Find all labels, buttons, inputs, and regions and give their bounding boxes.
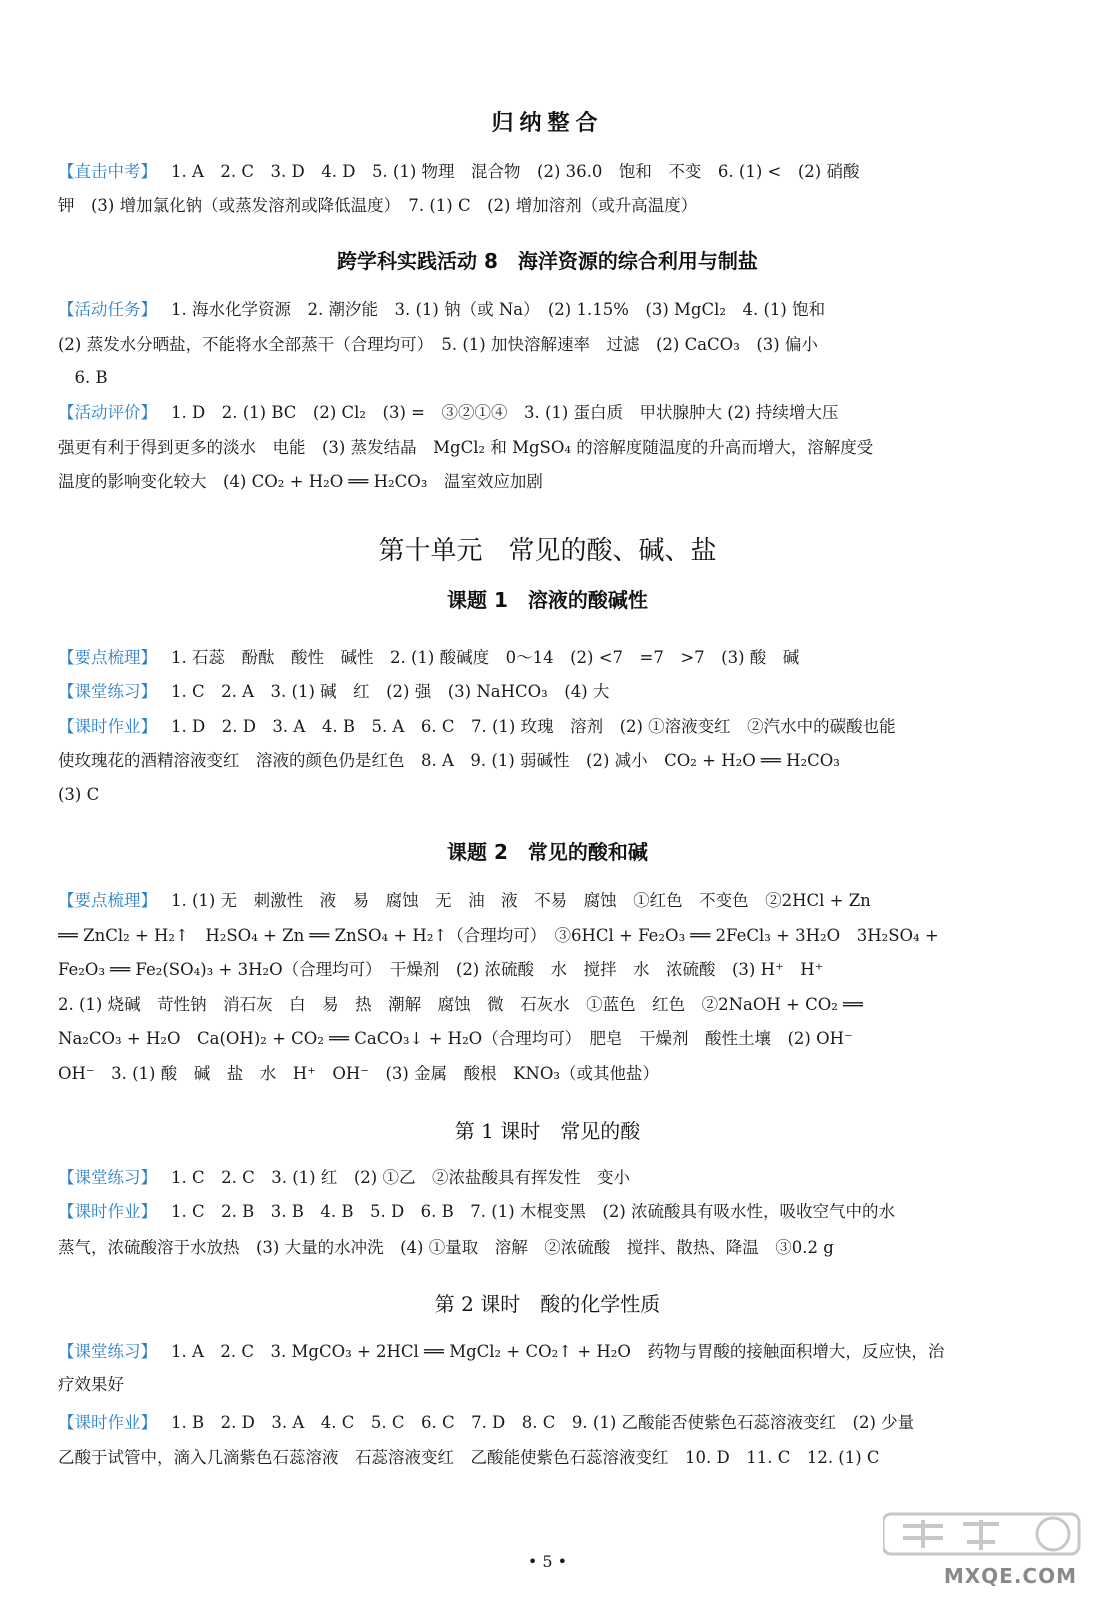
answer-line xyxy=(58,783,1043,807)
answer-line xyxy=(58,1062,1043,1086)
answer-text: 2. (1) 烧碱 苛性钠 消石灰 白 易 热 潮解 腐蚀 微 石灰水 ①蓝色 红色 ②2NaOH + CO₂ ══ xyxy=(58,995,863,1014)
answer-line xyxy=(58,680,1043,704)
answer-line xyxy=(58,924,1043,948)
answer-text: 1. 石蕊 酚酞 酸性 碱性 2. (1) 酸碱度 0～14 (2) <7 =7 >7 (3) 酸 碱 xyxy=(171,648,800,667)
answer-text: (3) C xyxy=(58,785,100,804)
answer-line xyxy=(58,1166,1043,1190)
answer-text: 6. B xyxy=(58,368,108,387)
answer-label: 【课时作业】 xyxy=(58,1413,157,1432)
answer-label: 【课堂练习】 xyxy=(58,1168,157,1187)
answer-text: 乙酸于试管中，滴入几滴紫色石蕊溶液 石蕊溶液变红 乙酸能使紫色石蕊溶液变红 10. D 11. C 12. (1) C xyxy=(58,1448,880,1467)
answer-line xyxy=(58,1373,1043,1397)
answer-line xyxy=(58,298,1043,322)
section-heading-practice-activity: 跨学科实践活动 8 海洋资源的综合利用与制盐 xyxy=(337,249,758,273)
answer-text: 1. B 2. D 3. A 4. C 5. C 6. C 7. D 8. C 9. (1) 乙酸能否使紫色石蕊溶液变红 (2) 少量 xyxy=(171,1413,915,1432)
answer-line xyxy=(58,993,1043,1017)
answer-text: (2) 蒸发水分晒盐，不能将水全部蒸干（合理均可） 5. (1) 加快溶解速率 过滤 (2) CaCO₃ (3) 偏小 xyxy=(58,335,818,354)
lesson-heading-1: 课题 1 溶液的酸碱性 xyxy=(447,588,648,612)
answer-text: 1. D 2. D 3. A 4. B 5. A 6. C 7. (1) 玫瑰 溶剂 (2) ①溶液变红 ②汽水中的碳酸也能 xyxy=(171,717,896,736)
answer-text: 温度的影响变化较大 (4) CO₂ + H₂O ══ H₂CO₃ 温室效应加剧 xyxy=(58,472,543,491)
answer-line xyxy=(58,436,1043,460)
answer-line xyxy=(58,366,1043,390)
answer-label: 【要点梳理】 xyxy=(58,891,157,910)
answer-line xyxy=(58,333,1043,357)
answer-text: Fe₂O₃ ══ Fe₂(SO₄)₃ + 3H₂O（合理均可） 干燥剂 (2) 浓硫酸 水 搅拌 水 浓硫酸 (3) H⁺ H⁺ xyxy=(58,960,824,979)
answer-line xyxy=(58,715,1043,739)
answer-text: 1. C 2. B 3. B 4. B 5. D 6. B 7. (1) 木棍变黑 (2) 浓硫酸具有吸水性，吸收空气中的水 xyxy=(171,1202,896,1221)
answer-line xyxy=(58,194,1043,218)
answer-text: 疗效果好 xyxy=(58,1375,124,1394)
lesson-heading-2: 课题 2 常见的酸和碱 xyxy=(447,840,648,864)
answer-text: 1. (1) 无 刺激性 液 易 腐蚀 无 油 液 不易 腐蚀 ①红色 不变色 ②2HCl + Zn xyxy=(171,891,871,910)
answer-label: 【活动任务】 xyxy=(58,300,157,319)
answer-label: 【活动评价】 xyxy=(58,403,157,422)
answer-line xyxy=(58,401,1043,425)
answer-text: 钾 (3) 增加氯化钠（或蒸发溶剂或降低温度） 7. (1) C (2) 增加溶剂（或升高温度） xyxy=(58,196,698,215)
class-period-heading-2: 第 2 课时 酸的化学性质 xyxy=(434,1292,661,1316)
answer-line xyxy=(58,160,1043,184)
class-period-heading-1: 第 1 课时 常见的酸 xyxy=(454,1119,641,1143)
answer-label: 【课时作业】 xyxy=(58,717,157,736)
answer-text: 1. A 2. C 3. D 4. D 5. (1) 物理 混合物 (2) 36.0 饱和 不变 6. (1) < (2) 硝酸 xyxy=(171,162,860,181)
section-heading-summary: 归纳整合 xyxy=(491,111,604,136)
answer-label: 【课时作业】 xyxy=(58,1202,157,1221)
answer-line xyxy=(58,1340,1043,1364)
answer-text: 1. D 2. (1) BC (2) Cl₂ (3) = ③②①④ 3. (1) 蛋白质 甲状腺肿大 (2) 持续增大压 xyxy=(171,403,839,422)
answer-label: 【课堂练习】 xyxy=(58,682,157,701)
answer-text: 蒸气，浓硫酸溶于水放热 (3) 大量的水冲洗 (4) ①量取 溶解 ②浓硫酸 搅拌、散热、降温 ③0.2 g xyxy=(58,1238,834,1257)
answer-line xyxy=(58,1411,1043,1435)
answer-text: OH⁻ 3. (1) 酸 碱 盐 水 H⁺ OH⁻ (3) 金属 酸根 KNO₃（或其他盐） xyxy=(58,1064,659,1083)
unit-title: 第十单元 常见的酸、碱、盐 xyxy=(378,536,717,566)
answer-text: 使玫瑰花的酒精溶液变红 溶液的颜色仍是红色 8. A 9. (1) 弱碱性 (2) 减小 CO₂ + H₂O ══ H₂CO₃ xyxy=(58,751,840,770)
answer-line xyxy=(58,889,1043,913)
answer-label: 【要点梳理】 xyxy=(58,648,157,667)
watermark-url: MXQE.COM xyxy=(943,1564,1077,1588)
answer-line xyxy=(58,470,1043,494)
answer-line xyxy=(58,958,1043,982)
answer-text: 1. 海水化学资源 2. 潮汐能 3. (1) 钠（或 Na） (2) 1.15% (3) MgCl₂ 4. (1) 饱和 xyxy=(171,300,826,319)
answer-text: ══ ZnCl₂ + H₂↑ H₂SO₄ + Zn ══ ZnSO₄ + H₂↑（合理均可） ③6HCl + Fe₂O₃ ══ 2FeCl₃ + 3H₂O 3H₂SO₄ + xyxy=(58,926,939,945)
answer-line xyxy=(58,749,1043,773)
answer-label: 【直击中考】 xyxy=(58,162,157,181)
answer-line xyxy=(58,1236,1043,1260)
answer-text: 1. A 2. C 3. MgCO₃ + 2HCl ══ MgCl₂ + CO₂↑ + H₂O 药物与胃酸的接触面积增大，反应快，治 xyxy=(171,1342,945,1361)
answer-text: Na₂CO₃ + H₂O Ca(OH)₂ + CO₂ ══ CaCO₃↓ + H₂O（合理均可） 肥皂 干燥剂 酸性土壤 (2) OH⁻ xyxy=(58,1029,853,1048)
answer-label: 【课堂练习】 xyxy=(58,1342,157,1361)
answer-line xyxy=(58,1446,1043,1470)
answer-line xyxy=(58,1200,1043,1224)
answer-line xyxy=(58,646,1043,670)
answer-text: 1. C 2. A 3. (1) 碱 红 (2) 强 (3) NaHCO₃ (4) 大 xyxy=(171,682,610,701)
answer-line xyxy=(58,1027,1043,1051)
answer-text: 1. C 2. C 3. (1) 红 (2) ①乙 ②浓盐酸具有挥发性 变小 xyxy=(171,1168,630,1187)
page-number: • 5 • xyxy=(527,1552,568,1571)
answer-text: 强更有利于得到更多的淡水 电能 (3) 蒸发结晶 MgCl₂ 和 MgSO₄ 的溶解度随温度的升高而增大，溶解度受 xyxy=(58,438,874,457)
